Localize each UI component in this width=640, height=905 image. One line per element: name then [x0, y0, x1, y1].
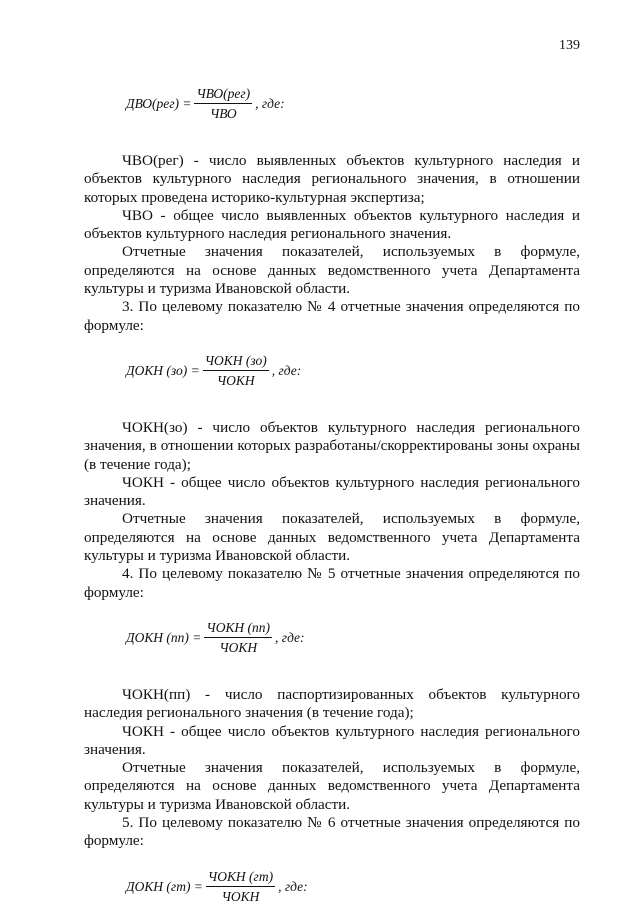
formula-fraction — [206, 869, 275, 905]
formula-lhs: ДОКН (зо) = — [126, 362, 200, 378]
paragraph: Отчетные значения показателей, используемых в формуле, определяются на основе данных ведомственного учета Департамента культуры и туризма Ивановской области. — [84, 759, 580, 813]
formula-numerator: ЧОКН (гт) — [206, 869, 275, 887]
formula-dvo-reg — [126, 86, 580, 122]
formula-fraction — [203, 353, 269, 389]
paragraph: ЧОКН(зо) - число объектов культурного наследия регионального значения, в отношении которых разработаны/скорректированы зоны охраны (в течение года); — [84, 418, 580, 473]
paragraph: Отчетные значения показателей, используемых в формуле, определяются на основе данных ведомственного учета Департамента культуры и туризма Ивановской области. — [84, 510, 580, 565]
paragraph: 5. По целевому показателю № 6 отчетные значения определяются по формуле: — [84, 814, 580, 850]
page-number: 139 — [559, 38, 580, 53]
formula-dokn-zo — [126, 353, 580, 389]
paragraph: 3. По целевому показателю № 4 отчетные значения определяются по формуле: — [84, 298, 580, 334]
paragraph: ЧВО(рег) - число выявленных объектов культурного наследия и объектов культурного наследия регионального значения, в отношении которых проведена историко-культурная экспертиза; — [84, 152, 580, 206]
formula-lhs: ДОКН (пп) = — [126, 629, 202, 645]
formula-fraction — [194, 86, 252, 122]
formula-lhs: ДВО(рег) = — [126, 96, 192, 111]
formula-tail: , где: — [271, 362, 302, 378]
paragraph: Отчетные значения показателей, используемых в формуле, определяются на основе данных ведомственного учета Департамента культуры и туризма Ивановской области. — [84, 243, 580, 298]
formula-lhs: ДОКН (гт) = — [126, 878, 203, 894]
formula-fraction — [204, 620, 272, 656]
formula-numerator: ЧОКН (пп) — [204, 620, 272, 638]
formula-dokn-gt — [126, 869, 580, 905]
paragraph: ЧВО - общее число выявленных объектов культурного наследия и объектов культурного наследия регионального значения. — [84, 206, 580, 243]
formula-denominator: ЧВО — [209, 106, 237, 121]
document-body — [84, 80, 580, 905]
formula-numerator: ЧВО(рег) — [194, 86, 252, 104]
formula-tail: , где: — [278, 878, 308, 894]
paragraph: ЧОКН - общее число объектов культурного наследия регионального значения. — [84, 722, 580, 758]
formula-tail: , где: — [255, 96, 285, 111]
formula-denominator: ЧОКН — [221, 888, 260, 904]
formula-numerator: ЧОКН (зо) — [203, 353, 269, 371]
formula-denominator: ЧОКН — [219, 639, 258, 655]
formula-dokn-pp — [126, 620, 580, 656]
paragraph: ЧОКН(пп) - число паспортизированных объектов культурного наследия регионального значения (в течение года); — [84, 685, 580, 722]
formula-denominator: ЧОКН — [216, 372, 255, 388]
paragraph: 4. По целевому показателю № 5 отчетные значения определяются по формуле: — [84, 565, 580, 601]
paragraph: ЧОКН - общее число объектов культурного наследия регионального значения. — [84, 473, 580, 510]
formula-tail: , где: — [275, 629, 305, 645]
